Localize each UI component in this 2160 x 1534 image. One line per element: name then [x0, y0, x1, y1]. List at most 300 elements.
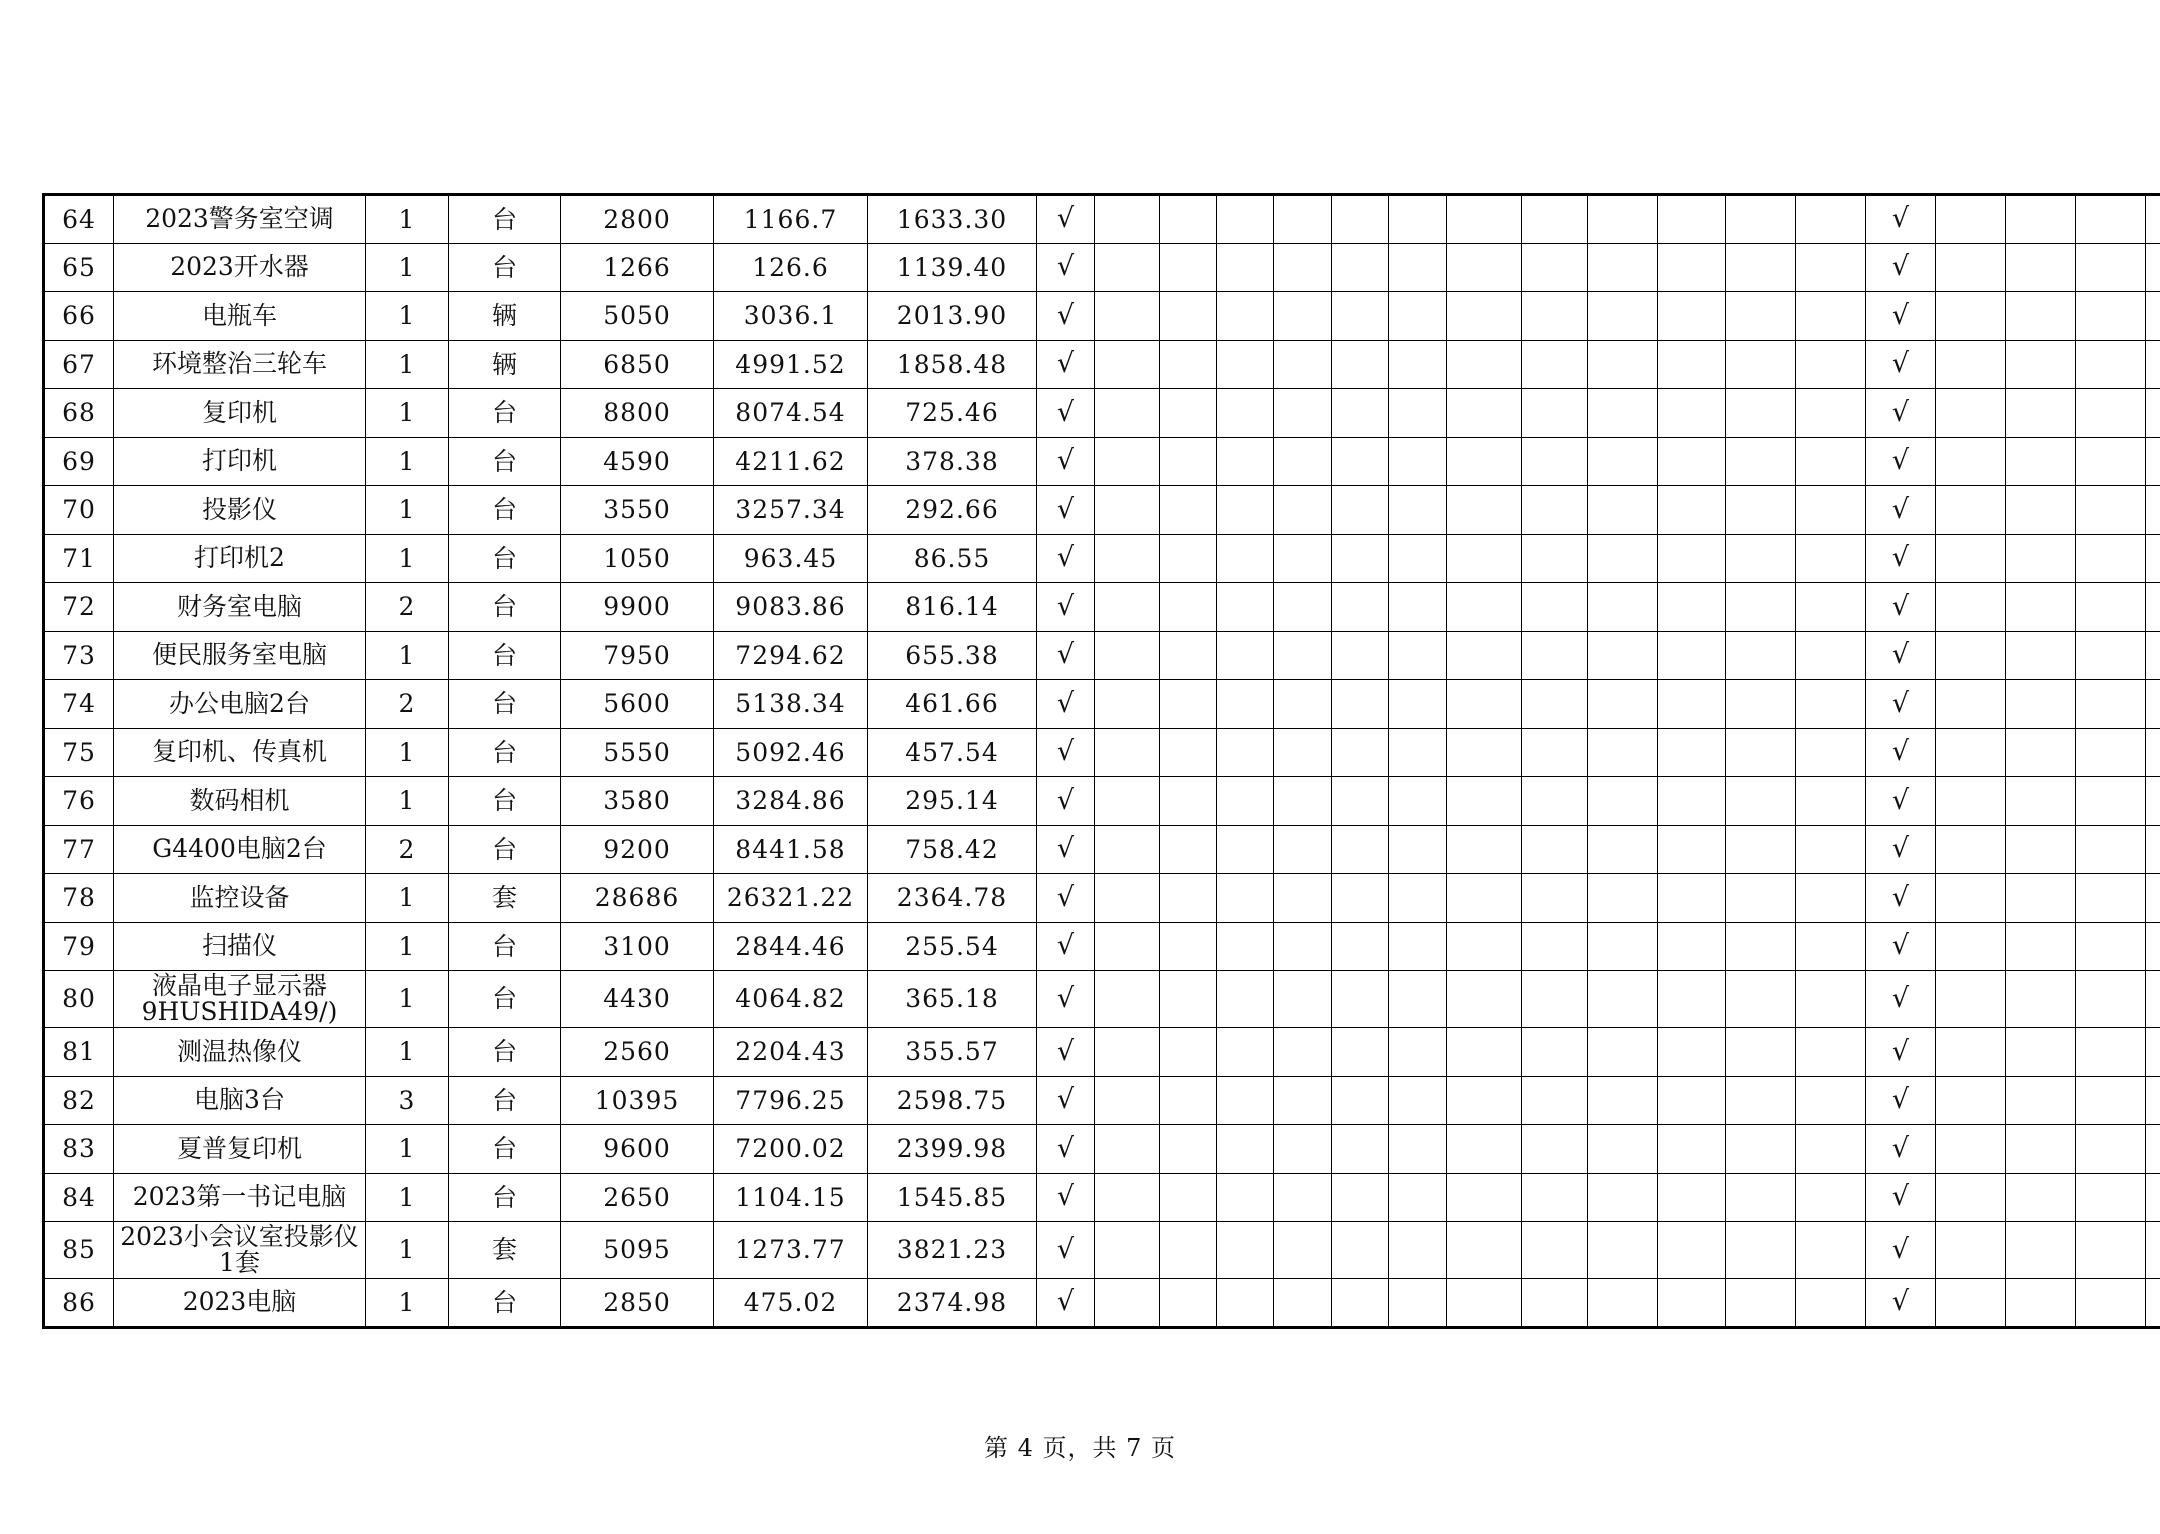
empty-cell: [1332, 1173, 1389, 1222]
empty-cell: [2146, 486, 2160, 535]
empty-cell: [1095, 486, 1160, 535]
check-mark-cell: √: [1037, 583, 1095, 632]
empty-cell: [1447, 534, 1522, 583]
original-value-cell: 5095: [561, 1222, 714, 1279]
empty-cell: [1274, 243, 1332, 292]
empty-cell: [1160, 1222, 1217, 1279]
empty-cell: [1274, 389, 1332, 438]
empty-cell: [1447, 874, 1522, 923]
asset-name-cell: 2023小会议室投影仪 1套: [114, 1222, 366, 1279]
empty-cell: [2006, 437, 2076, 486]
empty-cell: [1726, 292, 1796, 341]
empty-cell: [1726, 631, 1796, 680]
empty-cell: [1726, 874, 1796, 923]
empty-cell: [1588, 631, 1658, 680]
empty-cell: [1217, 825, 1274, 874]
net-value-cell: 816.14: [868, 583, 1037, 632]
empty-cell: [1588, 922, 1658, 971]
empty-cell: [1936, 631, 2006, 680]
quantity-cell: 1: [366, 1125, 449, 1174]
empty-cell: [2146, 874, 2160, 923]
table-row: [44, 922, 2160, 971]
empty-cell: [2076, 1222, 2146, 1279]
quantity-cell: 1: [366, 922, 449, 971]
check-mark-cell: √: [1037, 1279, 1095, 1328]
accumulated-depreciation-cell: 5138.34: [714, 680, 868, 729]
empty-cell: [1936, 680, 2006, 729]
check-mark-cell: √: [1037, 486, 1095, 535]
empty-cell: [1217, 1125, 1274, 1174]
empty-cell: [2006, 534, 2076, 583]
quantity-cell: 2: [366, 825, 449, 874]
empty-cell: [1160, 1028, 1217, 1077]
net-value-cell: 292.66: [868, 486, 1037, 535]
empty-cell: [2146, 922, 2160, 971]
empty-cell: [1796, 583, 1866, 632]
empty-cell: [1389, 728, 1447, 777]
empty-cell: [2006, 1028, 2076, 1077]
empty-cell: [1332, 389, 1389, 438]
empty-cell: [1588, 292, 1658, 341]
empty-cell: [1522, 437, 1588, 486]
empty-cell: [1936, 389, 2006, 438]
original-value-cell: 2850: [561, 1279, 714, 1328]
empty-cell: [1936, 1028, 2006, 1077]
table-row: [44, 389, 2160, 438]
net-value-cell: 2364.78: [868, 874, 1037, 923]
check-mark-cell: √: [1866, 195, 1936, 244]
unit-cell: 台: [449, 583, 561, 632]
original-value-cell: 2650: [561, 1173, 714, 1222]
original-value-cell: 1050: [561, 534, 714, 583]
empty-cell: [1217, 1028, 1274, 1077]
unit-cell: 台: [449, 243, 561, 292]
empty-cell: [1332, 292, 1389, 341]
empty-cell: [2146, 292, 2160, 341]
unit-cell: 台: [449, 971, 561, 1028]
check-mark-cell: √: [1037, 534, 1095, 583]
empty-cell: [1522, 680, 1588, 729]
empty-cell: [1588, 680, 1658, 729]
check-mark-cell: √: [1866, 1222, 1936, 1279]
empty-cell: [1588, 534, 1658, 583]
unit-cell: 辆: [449, 340, 561, 389]
accumulated-depreciation-cell: 7294.62: [714, 631, 868, 680]
check-mark-cell: √: [1866, 340, 1936, 389]
empty-cell: [1160, 340, 1217, 389]
empty-cell: [1522, 1076, 1588, 1125]
empty-cell: [1522, 1173, 1588, 1222]
empty-cell: [1217, 1222, 1274, 1279]
asset-name-cell: 2023电脑: [114, 1279, 366, 1328]
empty-cell: [1332, 583, 1389, 632]
check-mark-cell: √: [1866, 389, 1936, 438]
empty-cell: [1274, 971, 1332, 1028]
empty-cell: [1274, 728, 1332, 777]
empty-cell: [1332, 1028, 1389, 1077]
row-number-cell: 65: [44, 243, 114, 292]
empty-cell: [1389, 534, 1447, 583]
empty-cell: [1389, 340, 1447, 389]
quantity-cell: 1: [366, 777, 449, 826]
asset-name-cell: 2023第一书记电脑: [114, 1173, 366, 1222]
empty-cell: [2146, 825, 2160, 874]
empty-cell: [1936, 243, 2006, 292]
row-number-cell: 71: [44, 534, 114, 583]
empty-cell: [2006, 486, 2076, 535]
check-mark-cell: √: [1037, 340, 1095, 389]
empty-cell: [1658, 583, 1726, 632]
empty-cell: [1796, 777, 1866, 826]
empty-cell: [1522, 583, 1588, 632]
empty-cell: [1726, 680, 1796, 729]
empty-cell: [1217, 971, 1274, 1028]
check-mark-cell: √: [1866, 1173, 1936, 1222]
empty-cell: [1522, 874, 1588, 923]
check-mark-cell: √: [1037, 1222, 1095, 1279]
empty-cell: [1936, 195, 2006, 244]
empty-cell: [1274, 874, 1332, 923]
accumulated-depreciation-cell: 1166.7: [714, 195, 868, 244]
empty-cell: [1796, 922, 1866, 971]
table-row: [44, 534, 2160, 583]
empty-cell: [1726, 389, 1796, 438]
empty-cell: [1522, 1279, 1588, 1328]
asset-name-cell: 监控设备: [114, 874, 366, 923]
unit-cell: 台: [449, 728, 561, 777]
empty-cell: [1095, 1222, 1160, 1279]
check-mark-cell: √: [1866, 971, 1936, 1028]
accumulated-depreciation-cell: 475.02: [714, 1279, 868, 1328]
asset-name-cell: 复印机: [114, 389, 366, 438]
table-row: [44, 1076, 2160, 1125]
asset-name-cell: 打印机: [114, 437, 366, 486]
accumulated-depreciation-cell: 126.6: [714, 243, 868, 292]
empty-cell: [1160, 1125, 1217, 1174]
quantity-cell: 1: [366, 534, 449, 583]
empty-cell: [1522, 195, 1588, 244]
empty-cell: [1522, 389, 1588, 438]
empty-cell: [1160, 680, 1217, 729]
empty-cell: [1447, 777, 1522, 826]
empty-cell: [2006, 1125, 2076, 1174]
empty-cell: [1217, 486, 1274, 535]
empty-cell: [2006, 1222, 2076, 1279]
empty-cell: [1160, 728, 1217, 777]
empty-cell: [1796, 292, 1866, 341]
empty-cell: [1217, 631, 1274, 680]
row-number-cell: 75: [44, 728, 114, 777]
empty-cell: [1095, 728, 1160, 777]
row-number-cell: 84: [44, 1173, 114, 1222]
empty-cell: [1332, 1076, 1389, 1125]
empty-cell: [1447, 1173, 1522, 1222]
quantity-cell: 1: [366, 1279, 449, 1328]
accumulated-depreciation-cell: 7200.02: [714, 1125, 868, 1174]
empty-cell: [2076, 583, 2146, 632]
empty-cell: [2146, 1125, 2160, 1174]
empty-cell: [1796, 1279, 1866, 1328]
check-mark-cell: √: [1037, 1076, 1095, 1125]
empty-cell: [1217, 874, 1274, 923]
empty-cell: [1160, 922, 1217, 971]
empty-cell: [1095, 680, 1160, 729]
asset-name-cell: 扫描仪: [114, 922, 366, 971]
empty-cell: [1588, 1173, 1658, 1222]
empty-cell: [2006, 340, 2076, 389]
empty-cell: [1217, 680, 1274, 729]
empty-cell: [2076, 825, 2146, 874]
empty-cell: [1936, 1222, 2006, 1279]
accumulated-depreciation-cell: 8074.54: [714, 389, 868, 438]
empty-cell: [1726, 195, 1796, 244]
net-value-cell: 255.54: [868, 922, 1037, 971]
empty-cell: [1522, 825, 1588, 874]
empty-cell: [1274, 292, 1332, 341]
table-row: [44, 195, 2160, 244]
empty-cell: [1796, 874, 1866, 923]
table-row: [44, 1173, 2160, 1222]
empty-cell: [1796, 971, 1866, 1028]
empty-cell: [2006, 825, 2076, 874]
quantity-cell: 2: [366, 680, 449, 729]
empty-cell: [1274, 631, 1332, 680]
empty-cell: [1332, 486, 1389, 535]
row-number-cell: 76: [44, 777, 114, 826]
accumulated-depreciation-cell: 963.45: [714, 534, 868, 583]
check-mark-cell: √: [1037, 1125, 1095, 1174]
empty-cell: [1095, 437, 1160, 486]
empty-cell: [2146, 1279, 2160, 1328]
check-mark-cell: √: [1866, 631, 1936, 680]
empty-cell: [1522, 486, 1588, 535]
empty-cell: [2076, 777, 2146, 826]
empty-cell: [1217, 243, 1274, 292]
empty-cell: [1726, 243, 1796, 292]
net-value-cell: 365.18: [868, 971, 1037, 1028]
table-row: [44, 486, 2160, 535]
net-value-cell: 1633.30: [868, 195, 1037, 244]
empty-cell: [1658, 1125, 1726, 1174]
empty-cell: [1726, 583, 1796, 632]
net-value-cell: 1858.48: [868, 340, 1037, 389]
empty-cell: [1332, 534, 1389, 583]
empty-cell: [1658, 389, 1726, 438]
empty-cell: [1095, 1076, 1160, 1125]
check-mark-cell: √: [1037, 874, 1095, 923]
empty-cell: [1658, 777, 1726, 826]
original-value-cell: 1266: [561, 243, 714, 292]
empty-cell: [1095, 971, 1160, 1028]
empty-cell: [2146, 1028, 2160, 1077]
quantity-cell: 1: [366, 195, 449, 244]
empty-cell: [1095, 922, 1160, 971]
empty-cell: [1726, 922, 1796, 971]
original-value-cell: 9900: [561, 583, 714, 632]
empty-cell: [2006, 195, 2076, 244]
empty-cell: [1588, 1028, 1658, 1077]
empty-cell: [1447, 971, 1522, 1028]
empty-cell: [1160, 437, 1217, 486]
empty-cell: [2146, 777, 2160, 826]
empty-cell: [1447, 195, 1522, 244]
empty-cell: [1936, 437, 2006, 486]
net-value-cell: 2598.75: [868, 1076, 1037, 1125]
empty-cell: [1447, 486, 1522, 535]
empty-cell: [2146, 680, 2160, 729]
empty-cell: [1658, 874, 1726, 923]
empty-cell: [1658, 1028, 1726, 1077]
empty-cell: [1936, 728, 2006, 777]
empty-cell: [1332, 631, 1389, 680]
check-mark-cell: √: [1866, 1076, 1936, 1125]
quantity-cell: 1: [366, 631, 449, 680]
asset-name-cell: 测温热像仪: [114, 1028, 366, 1077]
empty-cell: [1274, 1222, 1332, 1279]
empty-cell: [2006, 631, 2076, 680]
check-mark-cell: √: [1866, 825, 1936, 874]
empty-cell: [1796, 437, 1866, 486]
empty-cell: [1217, 777, 1274, 826]
accumulated-depreciation-cell: 3036.1: [714, 292, 868, 341]
net-value-cell: 2399.98: [868, 1125, 1037, 1174]
empty-cell: [1447, 243, 1522, 292]
empty-cell: [1588, 437, 1658, 486]
empty-cell: [2076, 1173, 2146, 1222]
table-body: [44, 195, 2160, 1328]
empty-cell: [2146, 340, 2160, 389]
empty-cell: [1274, 1279, 1332, 1328]
empty-cell: [2006, 583, 2076, 632]
empty-cell: [1217, 534, 1274, 583]
empty-cell: [1522, 1028, 1588, 1077]
asset-name-cell: 便民服务室电脑: [114, 631, 366, 680]
empty-cell: [1332, 777, 1389, 826]
original-value-cell: 6850: [561, 340, 714, 389]
empty-cell: [1095, 389, 1160, 438]
asset-name-cell: G4400电脑2台: [114, 825, 366, 874]
check-mark-cell: √: [1037, 195, 1095, 244]
empty-cell: [1332, 971, 1389, 1028]
table-row: [44, 1279, 2160, 1328]
quantity-cell: 1: [366, 292, 449, 341]
empty-cell: [1796, 534, 1866, 583]
empty-cell: [1332, 340, 1389, 389]
table-row: [44, 1222, 2160, 1279]
net-value-cell: 461.66: [868, 680, 1037, 729]
empty-cell: [1095, 1028, 1160, 1077]
check-mark-cell: √: [1866, 922, 1936, 971]
check-mark-cell: √: [1866, 583, 1936, 632]
empty-cell: [2076, 631, 2146, 680]
empty-cell: [1796, 243, 1866, 292]
unit-cell: 台: [449, 680, 561, 729]
quantity-cell: 1: [366, 486, 449, 535]
empty-cell: [1658, 243, 1726, 292]
accumulated-depreciation-cell: 2844.46: [714, 922, 868, 971]
unit-cell: 台: [449, 389, 561, 438]
empty-cell: [1522, 1222, 1588, 1279]
row-number-cell: 70: [44, 486, 114, 535]
asset-name-cell: 财务室电脑: [114, 583, 366, 632]
empty-cell: [1796, 1076, 1866, 1125]
empty-cell: [1274, 1173, 1332, 1222]
empty-cell: [2146, 971, 2160, 1028]
table-row: [44, 971, 2160, 1028]
row-number-cell: 83: [44, 1125, 114, 1174]
empty-cell: [1936, 486, 2006, 535]
empty-cell: [1588, 1222, 1658, 1279]
empty-cell: [1447, 922, 1522, 971]
row-number-cell: 73: [44, 631, 114, 680]
empty-cell: [1796, 1028, 1866, 1077]
empty-cell: [1389, 922, 1447, 971]
empty-cell: [1658, 1222, 1726, 1279]
table-row: [44, 874, 2160, 923]
row-number-cell: 69: [44, 437, 114, 486]
unit-cell: 台: [449, 437, 561, 486]
net-value-cell: 655.38: [868, 631, 1037, 680]
asset-name-cell: 环境整治三轮车: [114, 340, 366, 389]
empty-cell: [1389, 680, 1447, 729]
unit-cell: 套: [449, 874, 561, 923]
unit-cell: 台: [449, 1173, 561, 1222]
empty-cell: [1332, 437, 1389, 486]
asset-name-cell: 打印机2: [114, 534, 366, 583]
empty-cell: [1389, 1279, 1447, 1328]
empty-cell: [1936, 777, 2006, 826]
empty-cell: [1160, 195, 1217, 244]
quantity-cell: 1: [366, 243, 449, 292]
empty-cell: [2076, 437, 2146, 486]
unit-cell: 台: [449, 922, 561, 971]
asset-name-cell: 电瓶车: [114, 292, 366, 341]
empty-cell: [1389, 1173, 1447, 1222]
empty-cell: [1588, 825, 1658, 874]
check-mark-cell: √: [1866, 486, 1936, 535]
empty-cell: [1936, 922, 2006, 971]
empty-cell: [1160, 631, 1217, 680]
empty-cell: [1588, 195, 1658, 244]
empty-cell: [1726, 1279, 1796, 1328]
asset-name-cell: 夏普复印机: [114, 1125, 366, 1174]
empty-cell: [2006, 1173, 2076, 1222]
empty-cell: [2076, 1076, 2146, 1125]
accumulated-depreciation-cell: 8441.58: [714, 825, 868, 874]
empty-cell: [2146, 243, 2160, 292]
empty-cell: [1447, 292, 1522, 341]
empty-cell: [1332, 195, 1389, 244]
empty-cell: [1796, 389, 1866, 438]
original-value-cell: 4430: [561, 971, 714, 1028]
empty-cell: [1274, 777, 1332, 826]
original-value-cell: 2800: [561, 195, 714, 244]
empty-cell: [1389, 1125, 1447, 1174]
page-number-footer: 第 4 页，共 7 页: [983, 1434, 1177, 1462]
empty-cell: [1389, 583, 1447, 632]
row-number-cell: 64: [44, 195, 114, 244]
empty-cell: [1522, 292, 1588, 341]
empty-cell: [2146, 1222, 2160, 1279]
unit-cell: 台: [449, 1279, 561, 1328]
empty-cell: [1936, 583, 2006, 632]
empty-cell: [1726, 1028, 1796, 1077]
table-row: [44, 243, 2160, 292]
empty-cell: [1389, 1222, 1447, 1279]
row-number-cell: 80: [44, 971, 114, 1028]
net-value-cell: 86.55: [868, 534, 1037, 583]
empty-cell: [1726, 728, 1796, 777]
